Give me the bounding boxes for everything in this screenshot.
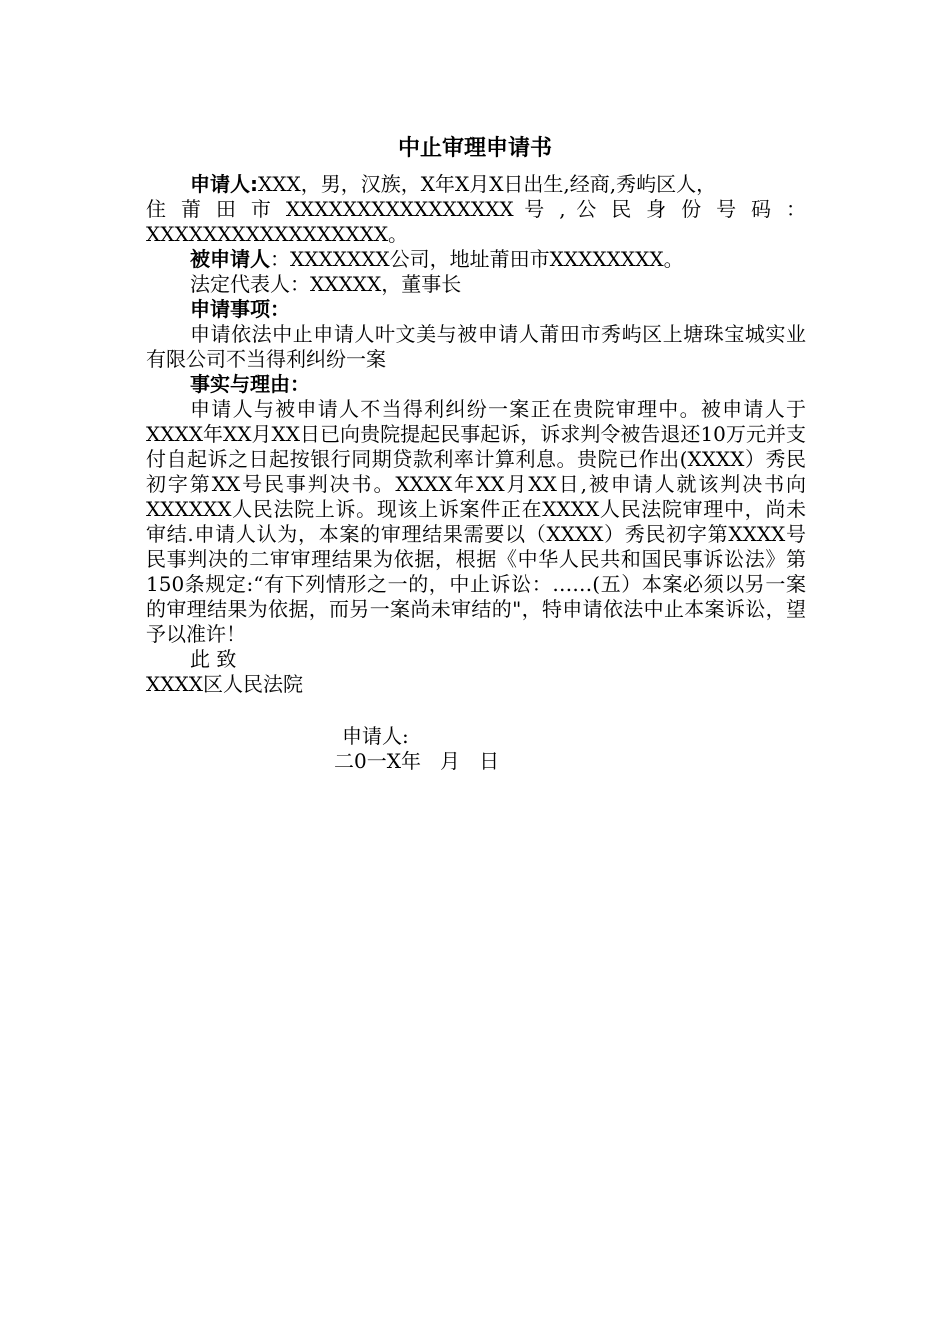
- date-line: 二0一X年 月 日: [334, 749, 500, 773]
- request-label: 申请事项：: [190, 297, 290, 321]
- facts-label: 事实与理由：: [190, 372, 310, 396]
- legal-representative: 法定代表人：XXXXX，董事长: [190, 272, 462, 296]
- respondent-label: 被申请人: [190, 247, 270, 271]
- request-text: 申请依法中止申请人叶文美与被申请人莆田市秀屿区上塘珠宝城实业有限公司不当得利纠纷一案: [146, 322, 806, 371]
- court-name: XXXX区人民法院: [146, 672, 303, 696]
- applicant-info-1: XXX，男，汉族，X年X月X日出生,经商,秀屿区人，: [258, 172, 717, 196]
- closing-salutation: 此 致: [190, 647, 237, 671]
- document-body: [146, 172, 806, 697]
- applicant-line-2: 住 莆 田 市 XXXXXXXXXXXXXXXX 号 , 公 民 身 份 号 码 ：: [146, 197, 806, 221]
- respondent-line: [146, 247, 806, 272]
- applicant-line-1: [146, 172, 806, 197]
- facts-text: 申请人与被申请人不当得利纠纷一案正在贵院审理中。被申请人于XXXX年XX月XX日已向贵院提起民事起诉，诉求判令被告退还10万元并支付自起诉之日起按银行同期贷款利率计算利息。贵院已作出(XXXX）秀民初字第XX号民事判决书。XXXX年XX月XX日,被申请人就该判决书向XXXXXX人民法院上诉。现该上诉案件正在XXXX人民法院审理中，尚未审结.申请人认为，本案的审理结果需要以（XXXX）秀民初字第XXXX号民事判决的二审审理结果为依据，根据《中华人民共和国民事诉讼法》第150条规定:“有下列情形之一的，中止诉讼：……(五）本案必须以另一案的审理结果为依据，而另一案尚未审结的"，特申请依法中止本案诉讼，望予以准许！: [146, 397, 806, 646]
- facts-heading: [146, 372, 806, 397]
- document-title: 中止审理申请书: [397, 136, 552, 161]
- respondent-info: ：XXXXXXX公司，地址莆田市XXXXXXXX。: [270, 247, 684, 271]
- request-heading: [146, 297, 806, 322]
- applicant-line-3: XXXXXXXXXXXXXXXXX。: [146, 222, 409, 246]
- applicant-label: 申请人:: [190, 172, 258, 196]
- signature-line: 申请人:: [342, 724, 409, 748]
